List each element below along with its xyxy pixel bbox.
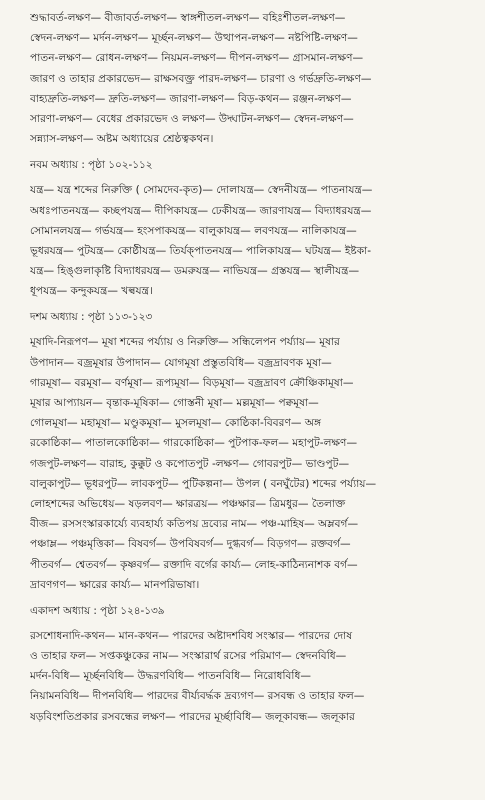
chapter-body [30, 332, 467, 594]
text-line: পঞ্চাম্ল— পঞ্চমৃত্তিকা— বিষবর্গ— উপবিষবর্গ— দুগ্ধবর্গ— বিড়গণ— রক্তবর্গ— [30, 538, 351, 551]
text-line: বাহ্যদ্রুতি-লক্ষণ— দ্রুতি-লক্ষণ— জারণা-লক্ষণ— বিড়-কথন— রঞ্জন-লক্ষণ— [30, 92, 352, 105]
chapter-nine [30, 155, 467, 301]
text-line: গোলমূষা— মহামূষা— মণ্ডুকমূষা— মুসলমূষা— কোষ্ঠিকা-বিবরণ— অঙ্গ [30, 417, 322, 430]
text-line: সোমানলযন্ত্র— গর্ভযন্ত্র— হংসপাকযন্ত্র— বালুকাযন্ত্র— লবণযন্ত্র— নালিকাযন্ত্র— [30, 224, 357, 237]
text-line: অধঃপাতনযন্ত্র— কচ্ছপযন্ত্র— দীপিকাযন্ত্র— ঢেকীযন্ত্র— জারণাযন্ত্র— বিদ্যাধরযন্ত্র— [30, 204, 372, 217]
text-line: গজপুট-লক্ষণ— বারাহ, কুক্কুট ও কপোতপুট -লক্ষণ— গোবরপুট— ভাণ্ডপুট— [30, 457, 350, 470]
text-line: ভূধরযন্ত্র— পুটযন্ত্র— কোষ্ঠীযন্ত্র— তির্যক্পাতনযন্ত্র— পালিকাযন্ত্র— ঘটযন্ত্র— ইষ্টকা- [30, 244, 372, 257]
text-line: যন্ত্র— হিঙ্গুলাকৃষ্টি বিদ্যাধরযন্ত্র— ডমরুযন্ত্র— নাভিযন্ত্র— গ্রস্তযন্ত্র— স্থালীযন্ত্র— [30, 265, 360, 278]
text-line: পীতবর্গ— শ্বেতবর্গ— কৃষ্ণবর্গ— রক্তাদি বর্গের কার্য্য— লোহ-কাঠিন্যনাশক বর্গ— [30, 558, 358, 571]
text-line: শুদ্ধাবর্ত-লক্ষণ— বীজাবর্ত-লক্ষণ— স্বাঙ্গশীতল-লক্ষণ— বহিঃশীতল-লক্ষণ— [30, 12, 346, 24]
chapter-body [30, 626, 467, 727]
text-line: মর্দন-বিধি— মূর্চ্ছনবিধি— উদ্ধরণবিধি— পাতনবিধি— নিরোধবিধি— [30, 670, 311, 683]
text-line: পাতন-লক্ষণ— রোধন-লক্ষণ— নিয়মন-লক্ষণ— দীপন-লক্ষণ— গ্রাসমান-লক্ষণ— [30, 52, 364, 65]
text-line: সন্ন্যাস-লক্ষণ— অষ্টম অধ্যায়ের শ্রেষ্ঠত্বকথন। [30, 133, 214, 146]
text-line: মূষাদি-নিরূপণ— মূষা শব্দের পর্য্যায় ও নিরুক্তি— সন্ধিলেপন পর্য্যায়— মূষার [30, 336, 340, 349]
text-line: ও তাহার ফল— সপ্তকঞ্চুকের নাম— সংস্কারার্থ রসের পরিমাণ— স্বেদনবিধি— [30, 650, 347, 663]
text-line: রকোষ্ঠিকা— পাতালকোষ্ঠিকা— গারকোষ্ঠিকা— পুটপাক-ফল— মহাপুট-লক্ষণ— [30, 437, 358, 450]
text-line: বীজ— রসসংস্কারকার্য্যে ব্যবহার্য্য কতিপয় দ্রব্যের নাম— পঞ্চ-মাহিষ— অম্লবর্গ— [30, 518, 359, 531]
text-line: লোহশব্দের অভিধেয়— ষড়লবণ— ক্ষারত্রয়— পঞ্চক্ষার— ত্রিমধুর— তৈলাক্ত [30, 497, 346, 510]
chapter-heading: নবম অধ্যায় : পৃষ্ঠা ১০২-১১২ [30, 159, 153, 172]
text-line: ষড়বিংশতিপ্রকার রসবন্ধের লক্ষণ— পারদের মূর্চ্ছাবিধি— জলূকাবন্ধ— জলূকার [30, 710, 355, 723]
chapter-heading: দশম অধ্যায় : পৃষ্ঠা ১১৩-১২৩ [30, 311, 153, 324]
chapter-heading: একাদশ অধ্যায় : পৃষ্ঠা ১২৪-১৩৯ [30, 604, 165, 617]
chapter-ten [30, 307, 467, 594]
text-line: বালুকাপুট— ভূধরপুট— লাবকপুট— পুটিকল্পনা— উপল ( বনঘুঁটের) শব্দের পর্য্যায়— [30, 477, 377, 490]
chapter-continued [30, 8, 467, 149]
text-line: দ্রাবণগণ— ক্ষারের কার্য্য— মানপরিভাষা। [30, 578, 200, 591]
text-line: স্বেদন-লক্ষণ— মর্দন-লক্ষণ— মূর্চ্ছন-লক্ষণ— উত্থাপন-লক্ষণ— নষ্টপিষ্টি-লক্ষণ— [30, 32, 358, 45]
text-line: নিয়ামনবিধি— দীপনবিধি— পারদের বীর্য্যবর্দ্ধক দ্রব্যগণ— রসবন্ধ ও তাহার ফল— [30, 690, 365, 703]
chapter-eleven [30, 601, 467, 727]
text-line: রসশোধনাদি-কথন— মান-কথন— পারদের অষ্টাদশবিধ সংস্কার— পারদের দোষ [30, 629, 353, 642]
text-line: সারণা-লক্ষণ— বেধের প্রকারভেদ ও লক্ষণ— উদ্ঘাটন-লক্ষণ— স্বেদন-লক্ষণ— [30, 112, 354, 125]
text-line: যন্ত্র— যন্ত্র শব্দের নিরুক্তি ( সোমদেব-কৃত)— দোলাযন্ত্র— স্বেদনীযন্ত্র— পাতনাযন্ত্র— [30, 184, 373, 197]
text-line: জারণ ও তাহার প্রকারভেদ— রাক্ষসবক্ত্র পারদ-লক্ষণ— চারণা ও গর্ভদ্রুতি-লক্ষণ— [30, 72, 372, 85]
chapter-body [30, 8, 467, 149]
chapter-body [30, 180, 467, 301]
text-line: মূষার আপ্যায়ন— বৃন্তাক-মূষিকা— গোস্তনী মূষা— মল্লমূষা— পক্বমূষা— [30, 397, 319, 409]
text-line: ধূপযন্ত্র— কন্দুকযন্ত্র— খল্বযন্ত্র। [30, 285, 153, 298]
text-line: উপাদান— বজ্রমূষার উপাদান— যোগমূষা প্রস্তুতবিধি— বজ্রদ্রাবণক মূষা— [30, 356, 332, 369]
text-line: গারমূষা— বরমূষা— বর্ণমূষা— রূপ্যমূষা— বিড়মূষা— বজ্রদ্রাবণ ক্রৌঞ্চিকামূষা— [30, 376, 354, 389]
